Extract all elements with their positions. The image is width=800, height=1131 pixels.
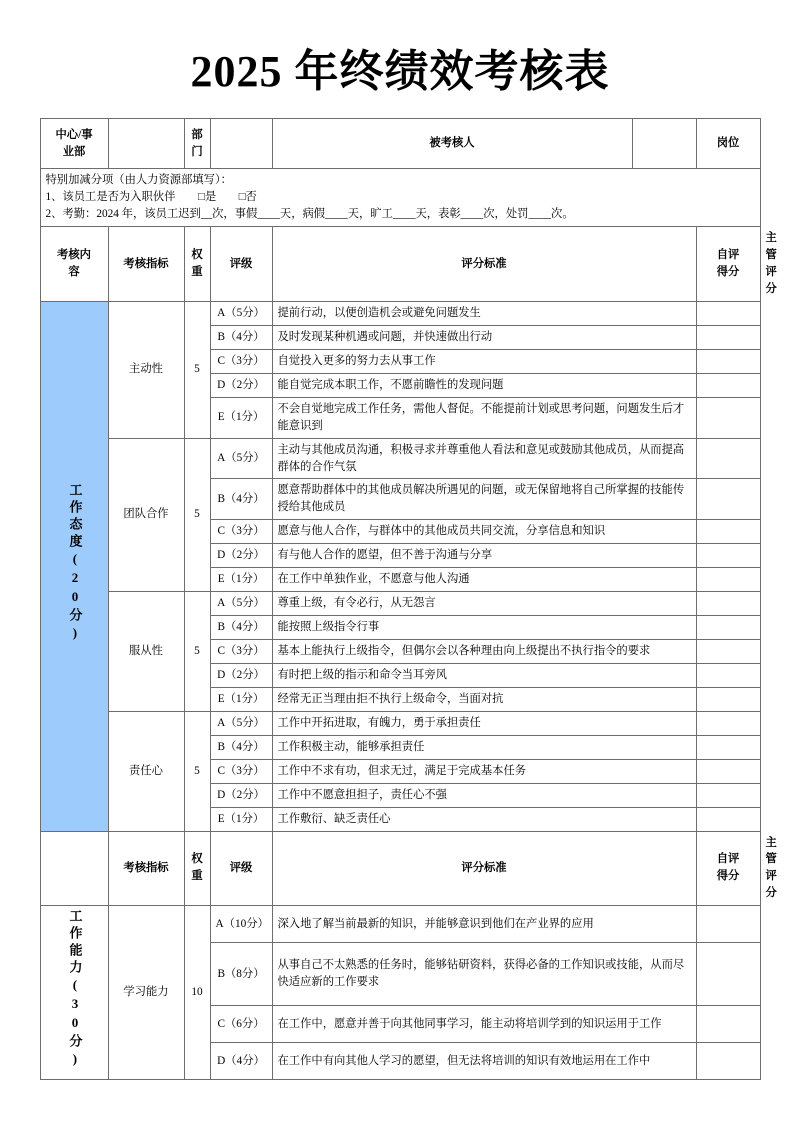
criteria-text: 能按照上级指令行事 (272, 616, 696, 640)
criteria-text: 在工作中，愿意并善于向其他同事学习，能主动将培训学到的知识运用于工作 (272, 1006, 696, 1043)
info-row (40, 119, 760, 169)
indicator-name: 责任心 (108, 711, 184, 831)
self-score-field[interactable] (696, 301, 760, 325)
self-score-field[interactable] (696, 349, 760, 373)
grade-level: C（6分） (210, 1006, 272, 1043)
grade-level: E（1分） (210, 807, 272, 831)
col-header-criteria: 评分标准 (272, 227, 696, 302)
self-score-field[interactable] (696, 544, 760, 568)
criteria-text: 及时发现某种机遇或问题，并快速做出行动 (272, 325, 696, 349)
grade-level: E（1分） (210, 568, 272, 592)
col-header-weight: 权 重 (184, 831, 210, 906)
column-header-row-1: 考核内 容 考核指标 权 重 评级 评分标准 自评 得分 主管 评分 (40, 227, 760, 302)
criteria-row (40, 906, 760, 943)
grade-level: C（3分） (210, 759, 272, 783)
grade-level: C（3分） (210, 640, 272, 664)
col-header-self-score: 自评 得分 (696, 831, 760, 906)
self-score-field[interactable] (696, 520, 760, 544)
col-header-self-score: 自评 得分 (696, 227, 760, 302)
criteria-text: 主动与其他成员沟通，积极寻求并尊重他人看法和意见或鼓励其他成员，从而提高群体的合作气氛 (272, 438, 696, 479)
criteria-text: 工作中不求有功，但求无过，满足于完成基本任务 (272, 759, 696, 783)
position-label: 岗位 (696, 119, 760, 169)
col-header-grade: 评级 (210, 831, 272, 906)
col-header-weight: 权 重 (184, 227, 210, 302)
col-header-grade: 评级 (210, 227, 272, 302)
grade-level: B（4分） (210, 479, 272, 520)
grade-level: B（4分） (210, 735, 272, 759)
grade-level: B（8分） (210, 943, 272, 1006)
criteria-text: 工作中开拓进取，有魄力，勇于承担责任 (272, 711, 696, 735)
grade-level: E（1分） (210, 397, 272, 438)
grade-level: D（2分） (210, 544, 272, 568)
grade-level: A（5分） (210, 301, 272, 325)
criteria-text: 在工作中有向其他人学习的愿望，但无法将培训的知识有效地运用在工作中 (272, 1043, 696, 1080)
assessee-label: 被考核人 (272, 119, 632, 169)
criteria-text: 能自觉完成本职工作，不愿前瞻性的发现问题 (272, 373, 696, 397)
grade-level: D（2分） (210, 663, 272, 687)
grade-level: C（3分） (210, 520, 272, 544)
self-score-field[interactable] (696, 663, 760, 687)
page-title: 2025 年终绩效考核表 (190, 47, 610, 96)
grade-level: A（5分） (210, 438, 272, 479)
self-score-field[interactable] (696, 1006, 760, 1043)
col-header-indicator: 考核指标 (108, 831, 184, 906)
assessee-value-field[interactable] (632, 119, 696, 169)
column-header-row-2: 考核指标 权 重 评级 评分标准 自评 得分 主管 评分 (40, 831, 760, 906)
grade-level: A（5分） (210, 711, 272, 735)
self-score-field[interactable] (696, 783, 760, 807)
special-line1[interactable]: 1、该员工是否为入职伙伴 □是 □否 (45, 191, 257, 204)
grade-level: B（4分） (210, 616, 272, 640)
indicator-name: 学习能力 (108, 906, 184, 1080)
criteria-text: 自觉投入更多的努力去从事工作 (272, 349, 696, 373)
department-value-field[interactable] (210, 119, 272, 169)
criteria-text: 在工作中单独作业，不愿意与他人沟通 (272, 568, 696, 592)
criteria-row (40, 438, 760, 479)
self-score-field[interactable] (696, 711, 760, 735)
self-score-field[interactable] (696, 943, 760, 1006)
col-header-criteria: 评分标准 (272, 831, 696, 906)
indicator-weight: 5 (184, 438, 210, 592)
criteria-row (40, 592, 760, 616)
special-heading: 特别加减分项（由人力资源部填写）： (45, 174, 232, 187)
criteria-text: 基本上能执行上级指令，但偶尔会以各种理由向上级提出不执行指令的要求 (272, 640, 696, 664)
special-line2[interactable]: 2、考勤：2024 年，该员工迟到__次，事假____天，病假____天，旷工____天，表彰____次，处罚____次。 (45, 208, 574, 221)
indicator-weight: 5 (184, 592, 210, 712)
special-adjust-block (40, 169, 760, 227)
section-label-text: 工作能力(30分) (67, 909, 83, 1071)
indicator-name: 团队合作 (108, 438, 184, 592)
criteria-text: 工作敷衍、缺乏责任心 (272, 807, 696, 831)
grade-level: E（1分） (210, 687, 272, 711)
section-label-1 (40, 301, 108, 831)
center-value-field[interactable] (108, 119, 184, 169)
criteria-text: 从事自己不太熟悉的任务时，能够钻研资料，获得必备的工作知识或技能，从而尽快适应新的工作要求 (272, 943, 696, 1006)
criteria-text: 有时把上级的指示和命令当耳旁风 (272, 663, 696, 687)
grade-level: D（2分） (210, 373, 272, 397)
section-label-2 (40, 906, 108, 1080)
criteria-text: 尊重上级，有令必行，从无怨言 (272, 592, 696, 616)
self-score-field[interactable] (696, 687, 760, 711)
indicator-weight: 5 (184, 711, 210, 831)
self-score-field[interactable] (696, 735, 760, 759)
self-score-field[interactable] (696, 325, 760, 349)
criteria-text: 有与他人合作的愿望，但不善于沟通与分享 (272, 544, 696, 568)
criteria-row (40, 301, 760, 325)
self-score-field[interactable] (696, 759, 760, 783)
criteria-text: 工作积极主动，能够承担责任 (272, 735, 696, 759)
indicator-weight: 10 (184, 906, 210, 1080)
grade-level: C（3分） (210, 349, 272, 373)
indicator-name: 服从性 (108, 592, 184, 712)
self-score-field[interactable] (696, 438, 760, 479)
criteria-text: 工作中不愿意担担子，责任心不强 (272, 783, 696, 807)
grade-level: B（4分） (210, 325, 272, 349)
criteria-text: 愿意与他人合作，与群体中的其他成员共同交流，分享信息和知识 (272, 520, 696, 544)
col-header-content (40, 831, 108, 906)
self-score-field[interactable] (696, 373, 760, 397)
criteria-text: 提前行动，以便创造机会或避免问题发生 (272, 301, 696, 325)
criteria-text: 愿意帮助群体中的其他成员解决所遇见的问题，或无保留地将自己所掌握的技能传授给其他成员 (272, 479, 696, 520)
col-header-content: 考核内 容 (40, 227, 108, 302)
criteria-text: 经常无正当理由拒不执行上级命令，当面对抗 (272, 687, 696, 711)
self-score-field[interactable] (696, 906, 760, 943)
self-score-field[interactable] (696, 397, 760, 438)
grade-level: D（4分） (210, 1043, 272, 1080)
grade-level: D（2分） (210, 783, 272, 807)
self-score-field[interactable] (696, 1043, 760, 1080)
self-score-field[interactable] (696, 807, 760, 831)
self-score-field[interactable] (696, 640, 760, 664)
indicator-name: 主动性 (108, 301, 184, 438)
grade-level: A（5分） (210, 592, 272, 616)
self-score-field[interactable] (696, 592, 760, 616)
department-label: 部 门 (184, 119, 210, 169)
self-score-field[interactable] (696, 479, 760, 520)
criteria-row (40, 711, 760, 735)
section-label-text: 工作态度(20分) (67, 482, 83, 644)
indicator-weight: 5 (184, 301, 210, 438)
criteria-text: 不会自觉地完成工作任务，需他人督促。不能提前计划或思考问题，问题发生后才能意识到 (272, 397, 696, 438)
self-score-field[interactable] (696, 616, 760, 640)
special-adjust-row (40, 169, 760, 227)
table-body (40, 119, 777, 1080)
criteria-text: 深入地了解当前最新的知识，并能够意识到他们在产业界的应用 (272, 906, 696, 943)
center-label: 中心/事 业部 (40, 119, 108, 169)
col-header-indicator: 考核指标 (108, 227, 184, 302)
self-score-field[interactable] (696, 568, 760, 592)
grade-level: A（10分） (210, 906, 272, 943)
assessment-table (40, 118, 777, 1080)
